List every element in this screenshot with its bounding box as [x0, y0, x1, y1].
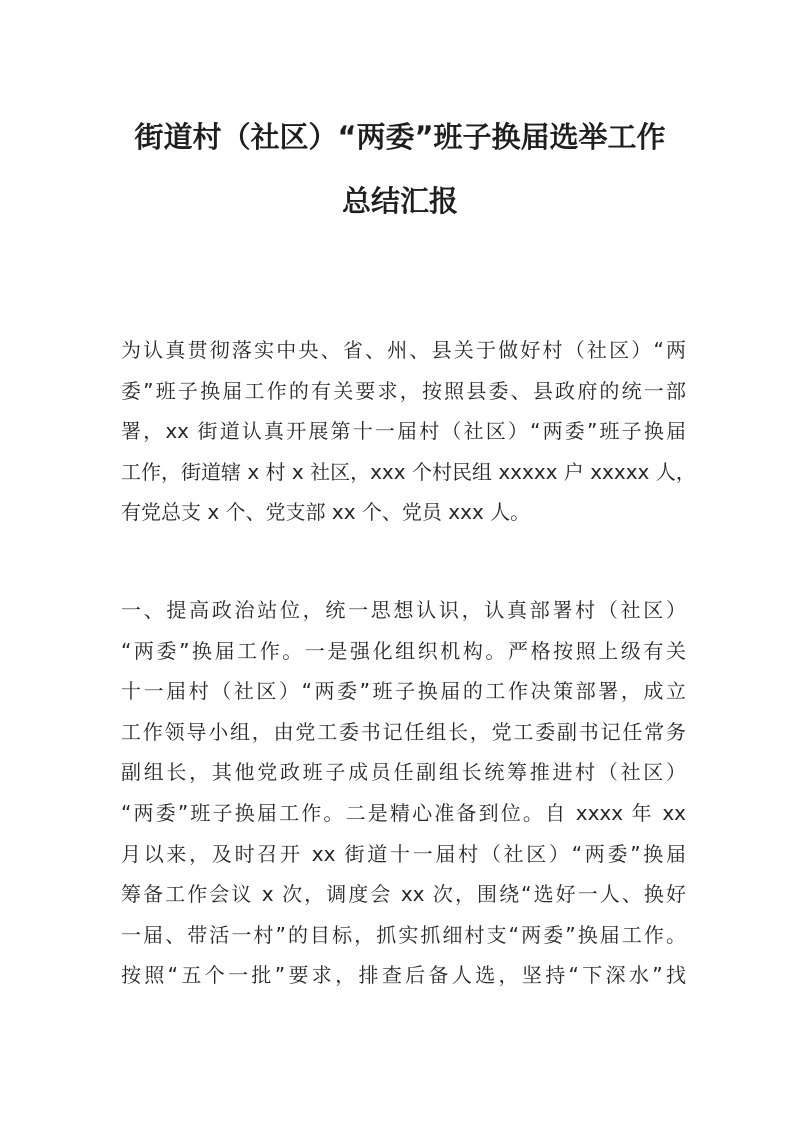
- paragraph-line: 工作，街道辖 x 村 x 社区，xxx 个村民组 xxxxx 户 xxxxx 人，: [121, 459, 696, 484]
- paragraph-line: 一、提高政治站位，统一思想认识，认真部署村（社区）: [121, 598, 686, 622]
- paragraph-line: “两委”换届工作。一是强化组织机构。严格按照上级有关: [121, 638, 686, 663]
- document-title: [110, 105, 690, 233]
- title-line-1: 街道村（社区）“两委”班子换届选举工作: [134, 120, 666, 154]
- paragraph-line: 委”班子换届工作的有关要求，按照县委、县政府的统一部: [121, 378, 686, 403]
- paragraph-line: 有党总支 x 个、党支部 xx 个、党员 xxx 人。: [121, 500, 531, 525]
- paragraph-section-one: [121, 590, 686, 996]
- paragraph-line: 十一届村（社区）“两委”班子换届的工作决策部署，成立: [121, 679, 686, 704]
- paragraph-line: “两委”班子换届工作。二是精心准备到位。自 xxxx 年 xx: [121, 800, 686, 825]
- paragraph-line: 月以来，及时召开 xx 街道十一届村（社区）“两委”换届: [121, 841, 686, 866]
- paragraph-line: 为认真贯彻落实中央、省、州、县关于做好村（社区）“两: [121, 338, 686, 362]
- paragraph-intro: [121, 330, 696, 533]
- title-line-2: 总结汇报: [341, 184, 458, 218]
- paragraph-line: 署，xx 街道认真开展第十一届村（社区）“两委”班子换届: [121, 419, 686, 444]
- paragraph-line: 工作领导小组，由党工委书记任组长，党工委副书记任常务: [121, 719, 686, 744]
- paragraph-line: 一届、带活一村”的目标，抓实抓细村支“两委”换届工作。: [121, 922, 686, 947]
- paragraph-line: 筹备工作会议 x 次，调度会 xx 次，围绕“选好一人、换好: [121, 882, 686, 907]
- paragraph-line: 按照“五个一批”要求，排查后备人选，坚持“下深水”找: [121, 963, 686, 988]
- paragraph-line: 副组长，其他党政班子成员任副组长统筹推进村（社区）: [121, 760, 686, 785]
